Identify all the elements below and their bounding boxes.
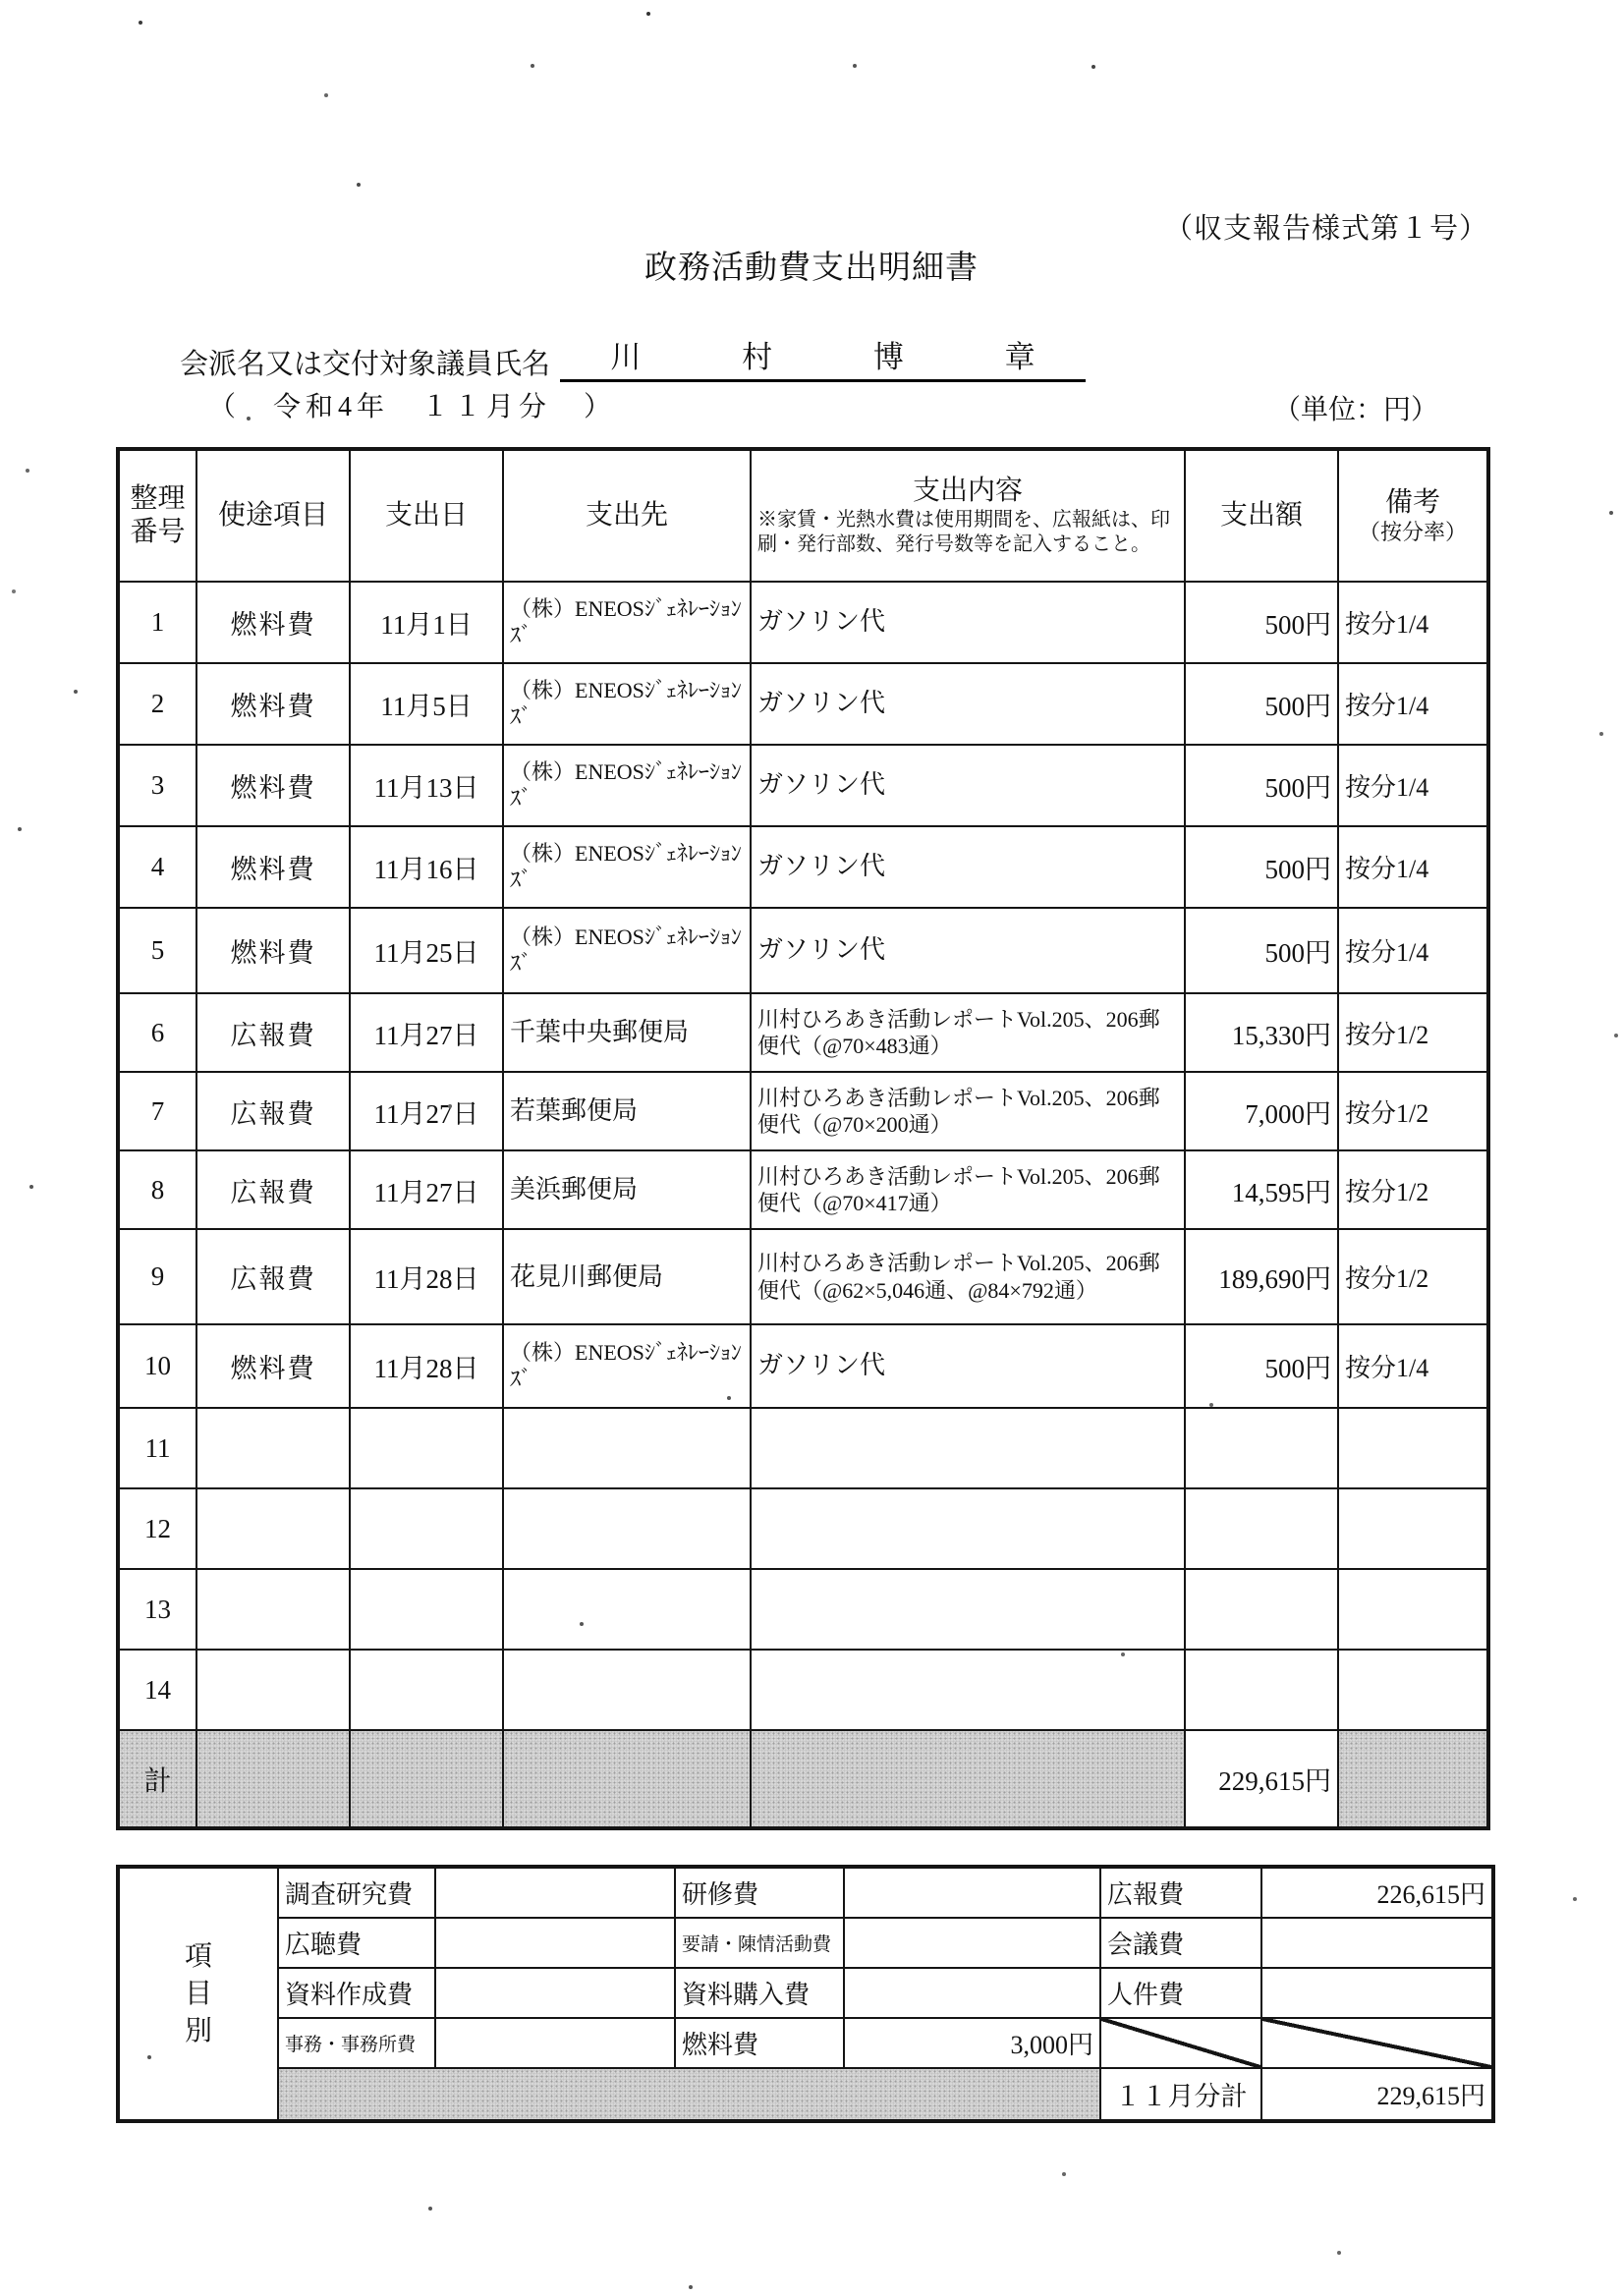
cell-amount bbox=[1185, 1408, 1338, 1488]
col-header-payee: 支出先 bbox=[503, 449, 751, 582]
cell-no: 11 bbox=[118, 1408, 196, 1488]
cell-remarks: 按分1/4 bbox=[1338, 908, 1488, 993]
cell-content: 川村ひろあき活動レポートVol.205、206郵便代（@70×200通） bbox=[751, 1072, 1185, 1150]
cell-payee: （株）ENEOSｼﾞｪﾈﾚｰｼｮﾝｽﾞ bbox=[503, 582, 751, 663]
summary-value bbox=[435, 1968, 675, 2018]
cell-payee bbox=[503, 1408, 751, 1488]
form-code-label: （収支報告様式第１号） bbox=[1164, 213, 1489, 245]
cell-date: 11月5日 bbox=[350, 663, 503, 745]
cell-category bbox=[196, 1650, 350, 1730]
cell-payee bbox=[503, 1650, 751, 1730]
document-title: 政務活動費支出明細書 bbox=[644, 251, 979, 286]
cell-content bbox=[751, 1488, 1185, 1569]
cell-remarks bbox=[1338, 1650, 1488, 1730]
cell-remarks: 按分1/2 bbox=[1338, 1229, 1488, 1324]
cell-amount: 500円 bbox=[1185, 745, 1338, 826]
slashed-cell bbox=[1100, 2018, 1261, 2068]
cell-category: 広報費 bbox=[196, 1072, 350, 1150]
expense-header-row bbox=[118, 449, 1488, 582]
expense-row bbox=[118, 1072, 1488, 1150]
side-label-char: 目 bbox=[184, 1978, 212, 2009]
shaded-cell bbox=[196, 1730, 350, 1828]
shaded-cell bbox=[503, 1730, 751, 1828]
cell-amount: 15,330円 bbox=[1185, 993, 1338, 1072]
expense-row bbox=[118, 993, 1488, 1072]
name-line bbox=[180, 332, 1086, 382]
cell-remarks: 按分1/4 bbox=[1338, 1324, 1488, 1408]
cell-category: 燃料費 bbox=[196, 826, 350, 908]
cell-amount bbox=[1185, 1650, 1338, 1730]
cell-date: 11月16日 bbox=[350, 826, 503, 908]
summary-label: 会議費 bbox=[1100, 1918, 1261, 1968]
cell-no: 7 bbox=[118, 1072, 196, 1150]
cell-date bbox=[350, 1569, 503, 1650]
summary-label: 資料購入費 bbox=[675, 1968, 844, 2018]
name-char: 川 bbox=[610, 340, 642, 374]
summary-row bbox=[118, 1918, 1493, 1968]
cell-date: 11月27日 bbox=[350, 993, 503, 1072]
summary-value bbox=[1261, 1918, 1493, 1968]
cell-amount bbox=[1185, 1488, 1338, 1569]
cell-date bbox=[350, 1408, 503, 1488]
cell-amount bbox=[1185, 1569, 1338, 1650]
cell-remarks: 按分1/4 bbox=[1338, 582, 1488, 663]
cell-date: 11月28日 bbox=[350, 1229, 503, 1324]
summary-row bbox=[118, 2018, 1493, 2068]
cell-remarks: 按分1/4 bbox=[1338, 663, 1488, 745]
cell-category: 広報費 bbox=[196, 993, 350, 1072]
cell-category: 燃料費 bbox=[196, 1324, 350, 1408]
cell-no: 10 bbox=[118, 1324, 196, 1408]
expense-total-row bbox=[118, 1730, 1488, 1828]
cell-no: 9 bbox=[118, 1229, 196, 1324]
col-header-remarks-line1: 備考 bbox=[1384, 487, 1440, 518]
member-name bbox=[560, 332, 1086, 382]
cell-amount: 7,000円 bbox=[1185, 1072, 1338, 1150]
cell-amount: 14,595円 bbox=[1185, 1150, 1338, 1229]
col-header-content bbox=[751, 449, 1185, 582]
unit-label: （単位：円） bbox=[1273, 395, 1439, 425]
expense-row bbox=[118, 745, 1488, 826]
cell-content bbox=[751, 1650, 1185, 1730]
summary-label: 広聴費 bbox=[278, 1918, 435, 1968]
summary-value: 226,615円 bbox=[1261, 1867, 1493, 1918]
summary-total-row bbox=[118, 2068, 1493, 2121]
summary-label: 調査研究費 bbox=[278, 1867, 435, 1918]
expense-table bbox=[116, 447, 1490, 1830]
shaded-cell bbox=[1338, 1730, 1488, 1828]
cell-no: 5 bbox=[118, 908, 196, 993]
cell-content bbox=[751, 1408, 1185, 1488]
cell-amount: 500円 bbox=[1185, 582, 1338, 663]
cell-category: 燃料費 bbox=[196, 908, 350, 993]
category-summary-table bbox=[116, 1865, 1495, 2123]
summary-label: 燃料費 bbox=[675, 2018, 844, 2068]
cell-content bbox=[751, 1569, 1185, 1650]
expense-row bbox=[118, 1569, 1488, 1650]
cell-date: 11月27日 bbox=[350, 1150, 503, 1229]
cell-content: ガソリン代 bbox=[751, 1324, 1185, 1408]
summary-value bbox=[435, 1867, 675, 1918]
cell-remarks bbox=[1338, 1488, 1488, 1569]
cell-remarks: 按分1/2 bbox=[1338, 993, 1488, 1072]
cell-payee bbox=[503, 1488, 751, 1569]
cell-amount: 189,690円 bbox=[1185, 1229, 1338, 1324]
cell-content: ガソリン代 bbox=[751, 582, 1185, 663]
cell-category bbox=[196, 1569, 350, 1650]
expense-row bbox=[118, 582, 1488, 663]
col-header-content-note: ※家賃・光熱水費は使用期間を、広報紙は、印刷・発行部数、発行号数等を記入すること。 bbox=[757, 508, 1170, 555]
cell-payee bbox=[503, 1569, 751, 1650]
cell-no: 12 bbox=[118, 1488, 196, 1569]
cell-amount: 500円 bbox=[1185, 663, 1338, 745]
cell-date: 11月13日 bbox=[350, 745, 503, 826]
expense-row bbox=[118, 1650, 1488, 1730]
cell-content: ガソリン代 bbox=[751, 745, 1185, 826]
expense-row bbox=[118, 1408, 1488, 1488]
total-label-cell: 計 bbox=[118, 1730, 196, 1828]
summary-row bbox=[118, 1968, 1493, 2018]
col-header-no bbox=[118, 449, 196, 582]
cell-payee: 若葉郵便局 bbox=[503, 1072, 751, 1150]
cell-category: 広報費 bbox=[196, 1150, 350, 1229]
cell-no: 4 bbox=[118, 826, 196, 908]
total-amount-cell: 229,615円 bbox=[1185, 1730, 1338, 1828]
col-header-remarks-line2: （按分率） bbox=[1358, 519, 1467, 544]
month-total-label: １１月分計 bbox=[1100, 2068, 1261, 2121]
side-label-char: 項 bbox=[184, 1940, 212, 1972]
cell-payee: （株）ENEOSｼﾞｪﾈﾚｰｼｮﾝｽﾞ bbox=[503, 745, 751, 826]
col-header-remarks bbox=[1338, 449, 1488, 582]
summary-label: 人件費 bbox=[1100, 1968, 1261, 2018]
name-char: 章 bbox=[1004, 340, 1035, 374]
summary-label: 資料作成費 bbox=[278, 1968, 435, 2018]
month-total-amount: 229,615円 bbox=[1261, 2068, 1493, 2121]
slashed-cell bbox=[1261, 2018, 1493, 2068]
cell-date: 11月27日 bbox=[350, 1072, 503, 1150]
cell-category bbox=[196, 1488, 350, 1569]
cell-content: 川村ひろあき活動レポートVol.205、206郵便代（@62×5,046通、@84×792通） bbox=[751, 1229, 1185, 1324]
cell-remarks: 按分1/4 bbox=[1338, 745, 1488, 826]
cell-payee: （株）ENEOSｼﾞｪﾈﾚｰｼｮﾝｽﾞ bbox=[503, 1324, 751, 1408]
col-header-content-title: 支出内容 bbox=[912, 476, 1023, 507]
cell-amount: 500円 bbox=[1185, 1324, 1338, 1408]
summary-value bbox=[435, 1918, 675, 1968]
cell-no: 13 bbox=[118, 1569, 196, 1650]
expense-row bbox=[118, 1150, 1488, 1229]
summary-label: 要請・陳情活動費 bbox=[675, 1918, 844, 1968]
summary-value bbox=[844, 1968, 1100, 2018]
name-char: 博 bbox=[872, 340, 904, 374]
summary-value bbox=[435, 2018, 675, 2068]
cell-remarks: 按分1/2 bbox=[1338, 1072, 1488, 1150]
cell-content: ガソリン代 bbox=[751, 908, 1185, 993]
cell-category bbox=[196, 1408, 350, 1488]
cell-category: 燃料費 bbox=[196, 663, 350, 745]
expense-row bbox=[118, 1229, 1488, 1324]
cell-no: 3 bbox=[118, 745, 196, 826]
cell-category: 燃料費 bbox=[196, 745, 350, 826]
expense-row bbox=[118, 826, 1488, 908]
name-char: 村 bbox=[742, 340, 773, 374]
side-label-char: 別 bbox=[184, 2015, 212, 2046]
cell-date: 11月28日 bbox=[350, 1324, 503, 1408]
cell-no: 8 bbox=[118, 1150, 196, 1229]
cell-no: 1 bbox=[118, 582, 196, 663]
cell-remarks bbox=[1338, 1408, 1488, 1488]
expense-row bbox=[118, 1488, 1488, 1569]
summary-value bbox=[844, 1867, 1100, 1918]
expense-row bbox=[118, 1324, 1488, 1408]
period-label: （ 令和4年 １１月分 ） bbox=[208, 392, 617, 422]
cell-payee: （株）ENEOSｼﾞｪﾈﾚｰｼｮﾝｽﾞ bbox=[503, 663, 751, 745]
summary-label: 広報費 bbox=[1100, 1867, 1261, 1918]
cell-payee: （株）ENEOSｼﾞｪﾈﾚｰｼｮﾝｽﾞ bbox=[503, 826, 751, 908]
scan-noise-specks bbox=[0, 0, 4, 4]
col-header-date: 支出日 bbox=[350, 449, 503, 582]
cell-payee: 千葉中央郵便局 bbox=[503, 993, 751, 1072]
cell-payee: 美浜郵便局 bbox=[503, 1150, 751, 1229]
cell-category: 広報費 bbox=[196, 1229, 350, 1324]
cell-amount: 500円 bbox=[1185, 826, 1338, 908]
summary-label: 事務・事務所費 bbox=[278, 2018, 435, 2068]
summary-value bbox=[1261, 1968, 1493, 2018]
col-header-no-line2: 番号 bbox=[130, 517, 186, 547]
cell-content: 川村ひろあき活動レポートVol.205、206郵便代（@70×417通） bbox=[751, 1150, 1185, 1229]
expense-row bbox=[118, 663, 1488, 745]
cell-date bbox=[350, 1488, 503, 1569]
cell-date: 11月1日 bbox=[350, 582, 503, 663]
col-header-no-line1: 整理 bbox=[130, 483, 186, 515]
summary-label: 研修費 bbox=[675, 1867, 844, 1918]
summary-value: 3,000円 bbox=[844, 2018, 1100, 2068]
cell-content: ガソリン代 bbox=[751, 826, 1185, 908]
cell-no: 2 bbox=[118, 663, 196, 745]
expense-row bbox=[118, 908, 1488, 993]
cell-date bbox=[350, 1650, 503, 1730]
summary-row bbox=[118, 1867, 1493, 1918]
cell-remarks: 按分1/4 bbox=[1338, 826, 1488, 908]
summary-side-label bbox=[118, 1867, 278, 2121]
cell-remarks bbox=[1338, 1569, 1488, 1650]
name-field-label: 会派名又は交付対象議員氏名 bbox=[180, 349, 551, 380]
shaded-cell bbox=[278, 2068, 1100, 2121]
cell-content: ガソリン代 bbox=[751, 663, 1185, 745]
cell-category: 燃料費 bbox=[196, 582, 350, 663]
cell-date: 11月25日 bbox=[350, 908, 503, 993]
shaded-cell bbox=[751, 1730, 1185, 1828]
cell-no: 6 bbox=[118, 993, 196, 1072]
cell-no: 14 bbox=[118, 1650, 196, 1730]
shaded-cell bbox=[350, 1730, 503, 1828]
cell-amount: 500円 bbox=[1185, 908, 1338, 993]
col-header-category: 使途項目 bbox=[196, 449, 350, 582]
cell-payee: 花見川郵便局 bbox=[503, 1229, 751, 1324]
col-header-amount: 支出額 bbox=[1185, 449, 1338, 582]
cell-content: 川村ひろあき活動レポートVol.205、206郵便代（@70×483通） bbox=[751, 993, 1185, 1072]
cell-payee: （株）ENEOSｼﾞｪﾈﾚｰｼｮﾝｽﾞ bbox=[503, 908, 751, 993]
cell-remarks: 按分1/2 bbox=[1338, 1150, 1488, 1229]
summary-value bbox=[844, 1918, 1100, 1968]
